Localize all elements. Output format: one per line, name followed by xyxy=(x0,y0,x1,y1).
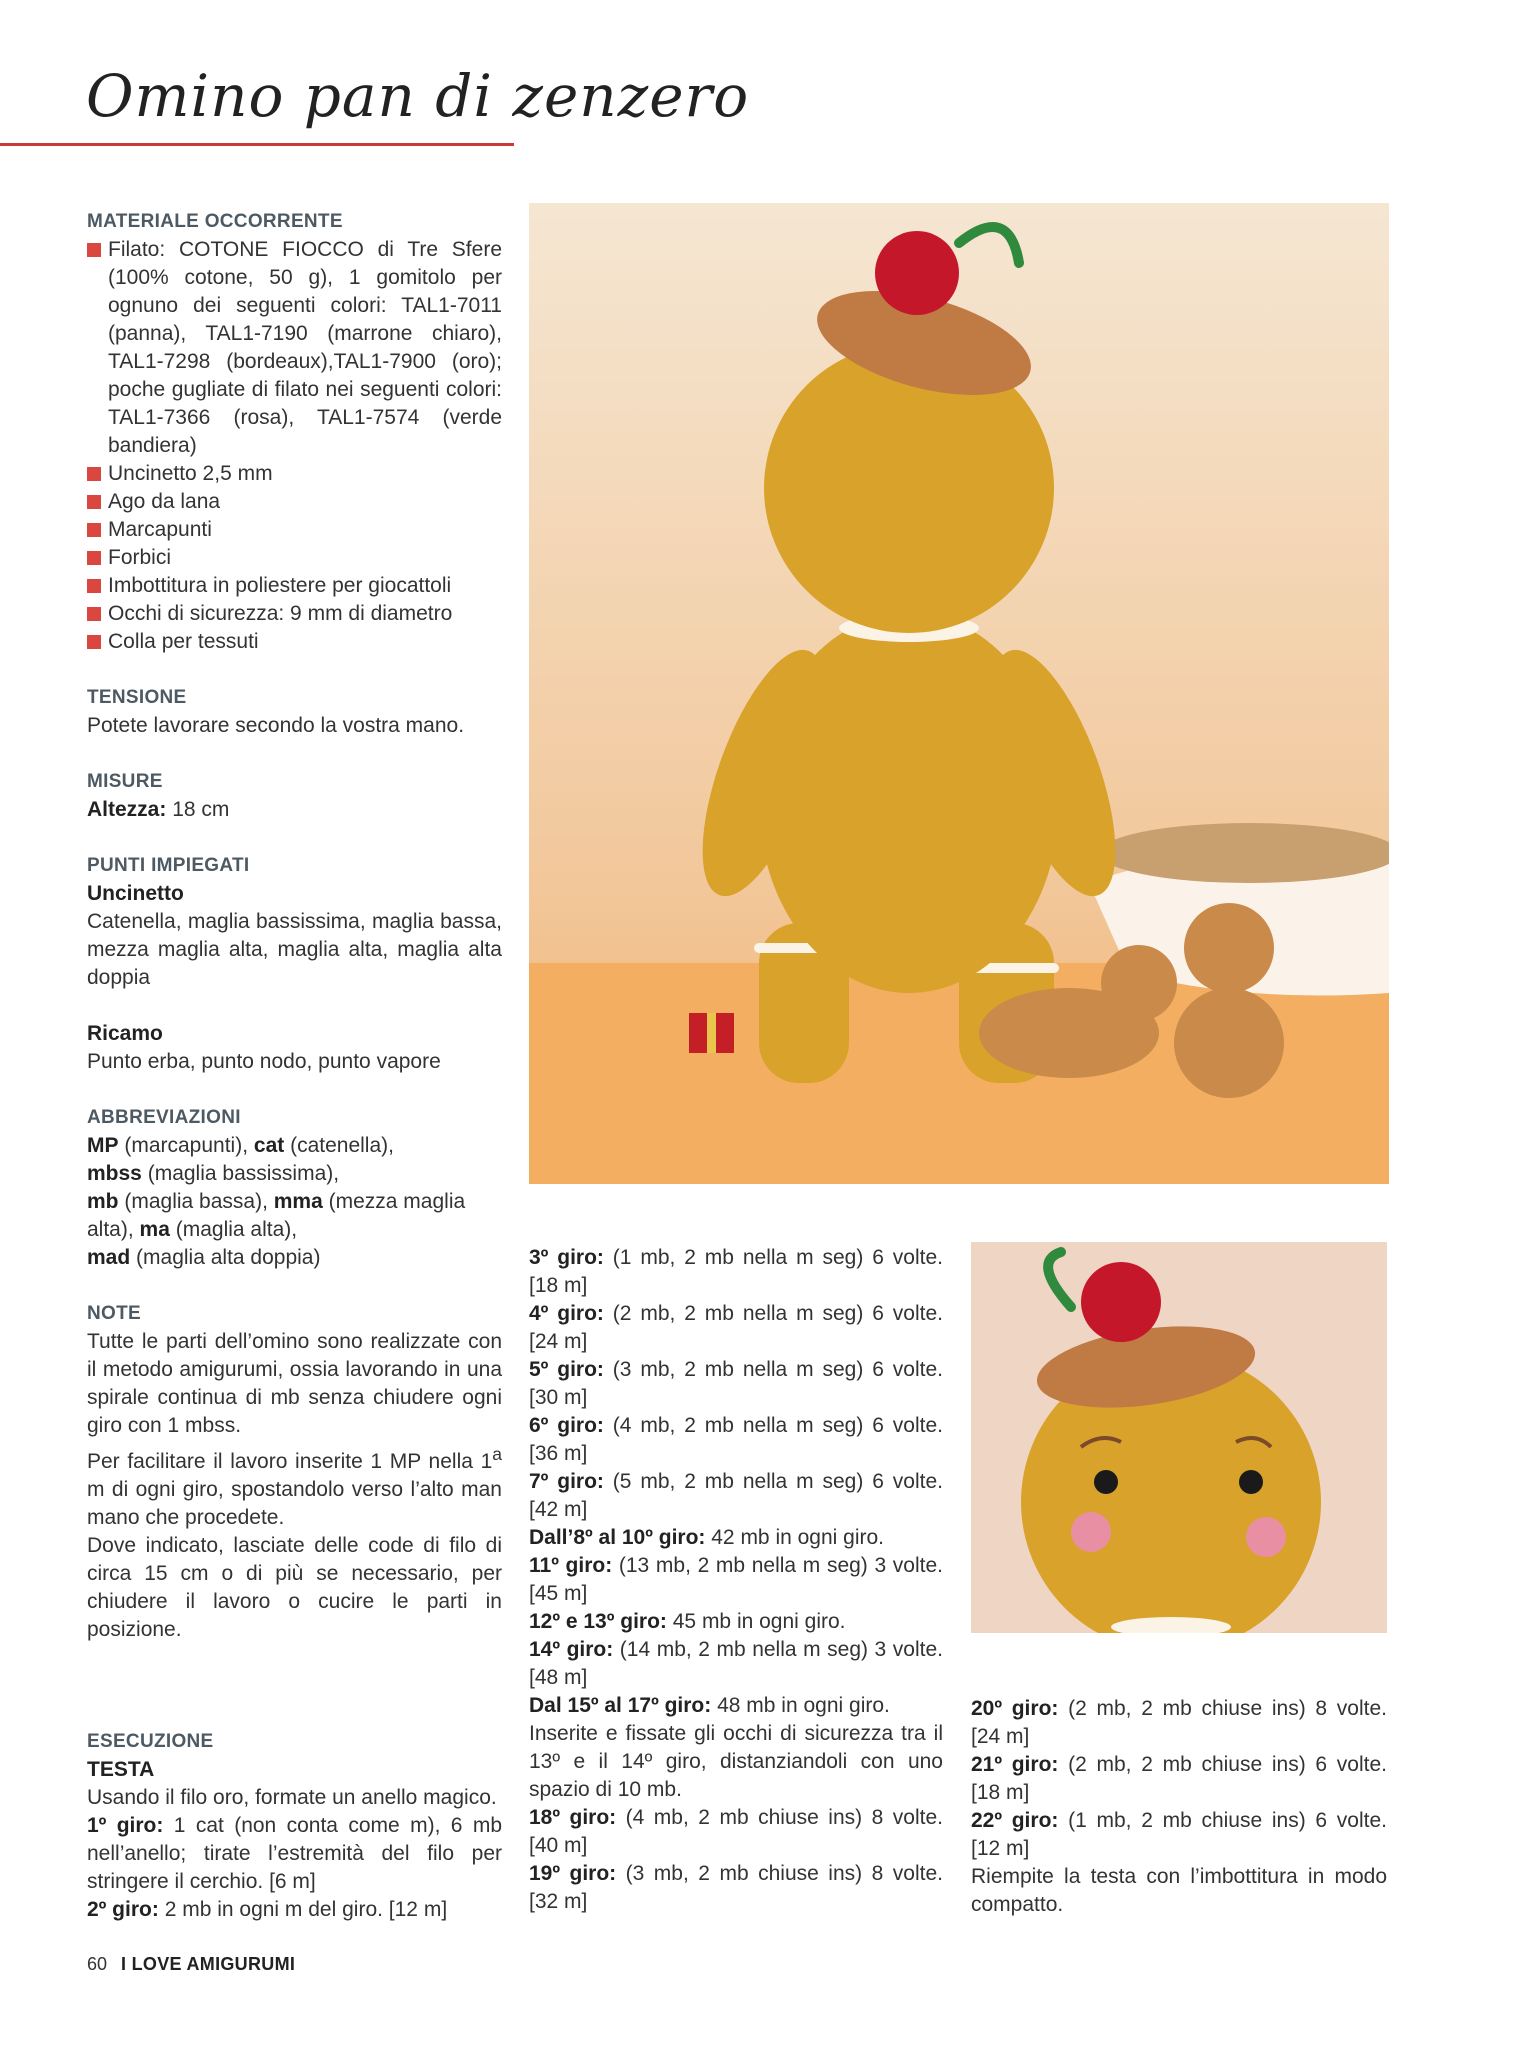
page-title: Omino pan di zenzero xyxy=(86,62,750,130)
bullet-square-icon xyxy=(87,551,101,565)
left-column xyxy=(87,208,502,1924)
round-line: 11º giro: (13 mb, 2 mb nella m seg) 3 volte. [45 m] xyxy=(529,1554,943,1605)
gingerbread-doll-photo xyxy=(529,203,1389,1184)
notes-paragraph: Tutte le parti dell’omino sono realizzate con il metodo amigurumi, ossia lavorando in una spirale continua di mb senza chiudere ogni giro con 1 mbss. xyxy=(87,1330,502,1437)
page-number: 60 xyxy=(87,1954,108,1974)
material-item: Colla per tessuti xyxy=(87,628,502,656)
round-line: 2º giro: 2 mb in ogni m del giro. [12 m] xyxy=(87,1898,448,1921)
execution-heading: ESECUZIONE xyxy=(87,1731,214,1752)
round-line: 5º giro: (3 mb, 2 mb nella m seg) 6 volte. [30 m] xyxy=(529,1358,943,1409)
bullet-square-icon xyxy=(87,243,101,257)
round-line: 18º giro: (4 mb, 2 mb chiuse ins) 8 volte. [40 m] xyxy=(529,1806,943,1857)
round-line: 14º giro: (14 mb, 2 mb nella m seg) 3 volte. [48 m] xyxy=(529,1638,943,1689)
bullet-square-icon xyxy=(87,523,101,537)
page-footer xyxy=(87,1954,295,1975)
round-line: Dal 15º al 17º giro: 48 mb in ogni giro. xyxy=(529,1694,890,1717)
eyes-note: Inserite e fissate gli occhi di sicurezza tra il 13º e il 14º giro, distanziandoli con uno spazio di 10 mb. xyxy=(529,1722,943,1801)
bullet-square-icon xyxy=(87,607,101,621)
round-line: 1º giro: 1 cat (non conta come m), 6 mb nell’anello; tirate l’estremità del filo per stringere il cerchio. [6 m] xyxy=(87,1814,502,1893)
abbreviations-list: MP (marcapunti), cat (catenella), mbss (maglia bassissima), mb (maglia bassa), mma (mezza maglia alta), ma (maglia alta), mad (maglia alta doppia) xyxy=(87,1134,466,1269)
materials-heading: MATERIALE OCCORRENTE xyxy=(87,211,343,232)
stitches-heading: PUNTI IMPIEGATI xyxy=(87,855,250,876)
material-item: Marcapunti xyxy=(87,516,502,544)
notes-paragraph: Per facilitare il lavoro inserite 1 MP nella 1$^a$ m di ogni giro, spostandolo verso l’alto man mano che procedete. xyxy=(87,1444,502,1529)
round-line: 22º giro: (1 mb, 2 mb chiuse ins) 6 volte. [12 m] xyxy=(971,1809,1387,1860)
embroidery-subheading: Ricamo xyxy=(87,1022,163,1045)
tension-text: Potete lavorare secondo la vostra mano. xyxy=(87,714,465,737)
round-line: 3º giro: (1 mb, 2 mb nella m seg) 6 volte. [18 m] xyxy=(529,1246,943,1297)
execution-intro: Usando il filo oro, formate un anello magico. xyxy=(87,1786,497,1809)
title-rule xyxy=(0,143,514,146)
tension-heading: TENSIONE xyxy=(87,687,187,708)
round-line: 7º giro: (5 mb, 2 mb nella m seg) 6 volte. [42 m] xyxy=(529,1470,943,1521)
round-line: Dall’8º al 10º giro: 42 mb in ogni giro. xyxy=(529,1526,885,1549)
right-column xyxy=(971,1695,1387,1919)
round-line: 12º e 13º giro: 45 mb in ogni giro. xyxy=(529,1610,846,1633)
material-item: Imbottitura in poliestere per giocattoli xyxy=(87,572,502,600)
bullet-square-icon xyxy=(87,467,101,481)
part-heading: TESTA xyxy=(87,1758,155,1781)
doll-face-closeup-photo xyxy=(971,1242,1387,1633)
embroidery-text: Punto erba, punto nodo, punto vapore xyxy=(87,1050,441,1073)
round-line: 20º giro: (2 mb, 2 mb chiuse ins) 8 volte. [24 m] xyxy=(971,1697,1387,1748)
material-item: Ago da lana xyxy=(87,488,502,516)
magazine-name: I LOVE AMIGURUMI xyxy=(121,1954,296,1974)
abbreviations-heading: ABBREVIAZIONI xyxy=(87,1107,241,1128)
material-item: Occhi di sicurezza: 9 mm di diametro xyxy=(87,600,502,628)
crochet-subheading: Uncinetto xyxy=(87,882,184,905)
middle-column xyxy=(529,1244,943,1916)
closing-text: Riempite la testa con l’imbottitura in modo compatto. xyxy=(971,1865,1387,1916)
round-line: 6º giro: (4 mb, 2 mb nella m seg) 6 volte. [36 m] xyxy=(529,1414,943,1465)
round-line: 4º giro: (2 mb, 2 mb nella m seg) 6 volte. [24 m] xyxy=(529,1302,943,1353)
crochet-text: Catenella, maglia bassissima, maglia bassa, mezza maglia alta, maglia alta, maglia alta doppia xyxy=(87,910,502,989)
bullet-square-icon xyxy=(87,579,101,593)
measures-heading: MISURE xyxy=(87,771,163,792)
material-item: Forbici xyxy=(87,544,502,572)
notes-heading: NOTE xyxy=(87,1303,141,1324)
bullet-square-icon xyxy=(87,495,101,509)
material-item: Uncinetto 2,5 mm xyxy=(87,460,502,488)
measures-line: Altezza: 18 cm xyxy=(87,798,230,821)
round-line: 19º giro: (3 mb, 2 mb chiuse ins) 8 volte. [32 m] xyxy=(529,1862,943,1913)
bullet-square-icon xyxy=(87,635,101,649)
round-line: 21º giro: (2 mb, 2 mb chiuse ins) 6 volte. [18 m] xyxy=(971,1753,1387,1804)
material-item: Filato: COTONE FIOCCO di Tre Sfere (100% cotone, 50 g), 1 gomitolo per ognuno dei seguenti colori: TAL1-7011 (panna), TAL1-7190 (marrone chiaro), TAL1-7298 (bordeaux),TAL1-7900 (oro); poche gugliate di filato nei seguenti colori: TAL1-7366 (rosa), TAL1-7574 (verde bandiera) xyxy=(87,236,502,460)
notes-paragraph: Dove indicato, lasciate delle code di filo di circa 15 cm o di più se necessario, per chiudere il lavoro o cucire le parti in posizione. xyxy=(87,1534,502,1641)
